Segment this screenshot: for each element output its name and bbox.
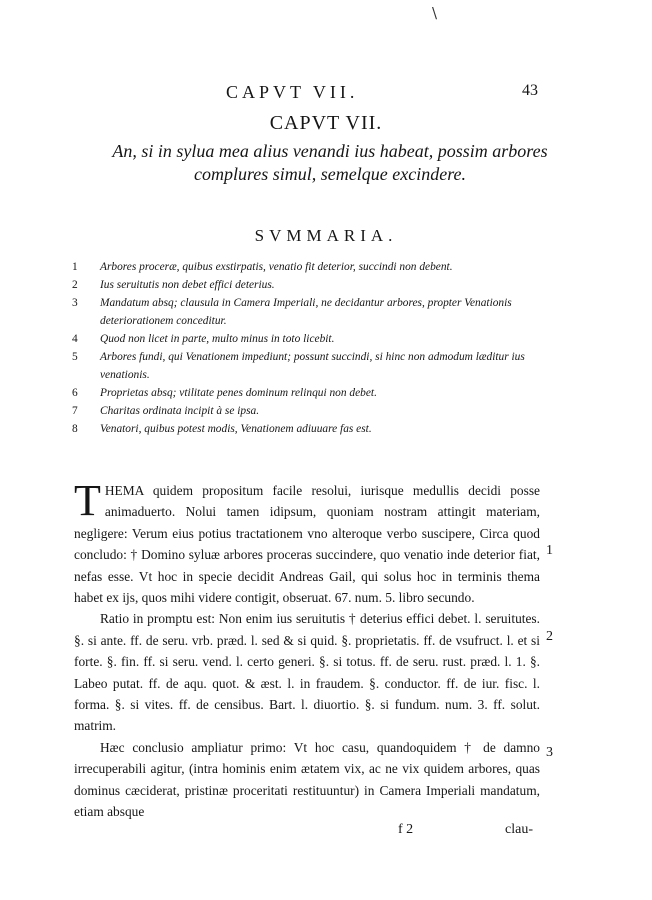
- summary-number: 1: [72, 261, 78, 273]
- summary-item: [72, 294, 542, 330]
- summary-list: [72, 258, 542, 438]
- summary-item: [72, 402, 542, 420]
- summary-item: [72, 348, 542, 384]
- margin-number: 3: [546, 745, 553, 760]
- paragraph-1: [74, 476, 540, 608]
- summary-text: Charitas ordinata incipit à se ipsa.: [100, 405, 260, 417]
- summary-item: [72, 276, 542, 294]
- summary-text: Venatori, quibus potest modis, Venationem adiuuare fas est.: [100, 423, 372, 435]
- summary-item: [72, 330, 542, 348]
- chapter-question: An, si in sylua mea alius venandi ius habeat, possim arbores complures simul, semelque excindere.: [112, 141, 548, 184]
- summary-item: [72, 420, 542, 438]
- summary-text: Ius seruitutis non debet effici deterius.: [100, 279, 275, 291]
- summary-number: 7: [72, 405, 78, 417]
- signature-mark: f 2: [398, 822, 414, 837]
- summary-text: Mandatum absq; clausula in Camera Imperiali, ne decidantur arbores, propter Venationis deteriorationem conceditur.: [100, 297, 512, 327]
- summary-text: Arbores fundi, qui Venationem impediunt; possunt succindi, si hinc non admodum læditur ius venationis.: [100, 351, 525, 381]
- paragraph-text: HEMA quidem propositum facile resolui, iurisque medullis decidi posse animaduerto. Nolui tamen idipsum, quoniam nostram attingit materiam, negligere: Verum eius potius tractationem vno alteroque verbo suscipere, Circa quod concludo: † Domino syluæ arbores proceras succindere, quo venatio inde deterior fiat, nefas esse. Vt hoc in specie decidit Andreas Gail, qui solus hoc in terminis thema habet ex ijs, quos mihi videre contigit, obseruat. 67. num. 5. libro secundo.: [74, 483, 540, 606]
- paragraph-2: Ratio in promptu est: Non enim ius seruitutis † deterius effici debet. l. seruitutes. §. si ante. ff. de seru. vrb. præd. l. sed & si quid. §. proprietatis. ff. de vsufruct. l. et si forte. §. fin. ff. si seru. vend. l. certo generi. §. si totus. ff. de seru. rust. præd. l. 1. §. Labeo putat. ff. de aqu. quot. & æst. l. in fraudem. §. conductor. ff. de iur. fisc. l. forma. §. si vites. ff. de censibus. Bart. l. diuortio. §. si fundum. num. 3. ff. solut. matrim.: [74, 611, 540, 734]
- summary-text: Quod non licet in parte, multo minus in toto licebit.: [100, 333, 335, 345]
- summary-item: [72, 258, 542, 276]
- body-text: [74, 476, 540, 823]
- margin-number: 1: [546, 543, 553, 558]
- summary-item: [72, 384, 542, 402]
- paragraph-3: Hæc conclusio ampliatur primo: Vt hoc casu, quandoquidem † de damno irrecuperabili agitur, (intra hominis enim ætatem vix, ac ne vix quidem arbores, quas dominus cæciderat, pristinæ proceritati restituuntur) in Camera Imperiali mandatum, etiam absque: [74, 739, 540, 820]
- corner-mark: \: [432, 4, 438, 22]
- summary-text: Arbores proceræ, quibus exstirpatis, venatio fit deterior, succindi non debent.: [100, 261, 453, 273]
- chapter-title: CAPVT VII.: [269, 112, 383, 134]
- summary-number: 3: [72, 297, 78, 309]
- summary-number: 8: [72, 423, 78, 435]
- summary-number: 4: [72, 333, 78, 345]
- summary-text: Proprietas absq; vtilitate penes dominum relinqui non debet.: [100, 387, 377, 399]
- margin-number: 2: [546, 629, 553, 644]
- page-number: 43: [522, 82, 538, 99]
- running-head: CAPVT VII.: [226, 82, 359, 102]
- summary-number: 2: [72, 279, 78, 291]
- drop-cap: T: [74, 476, 101, 525]
- summary-number: 5: [72, 351, 78, 363]
- summary-heading: SVMMARIA.: [254, 226, 398, 245]
- summary-number: 6: [72, 387, 78, 399]
- catchword: clau-: [505, 822, 533, 837]
